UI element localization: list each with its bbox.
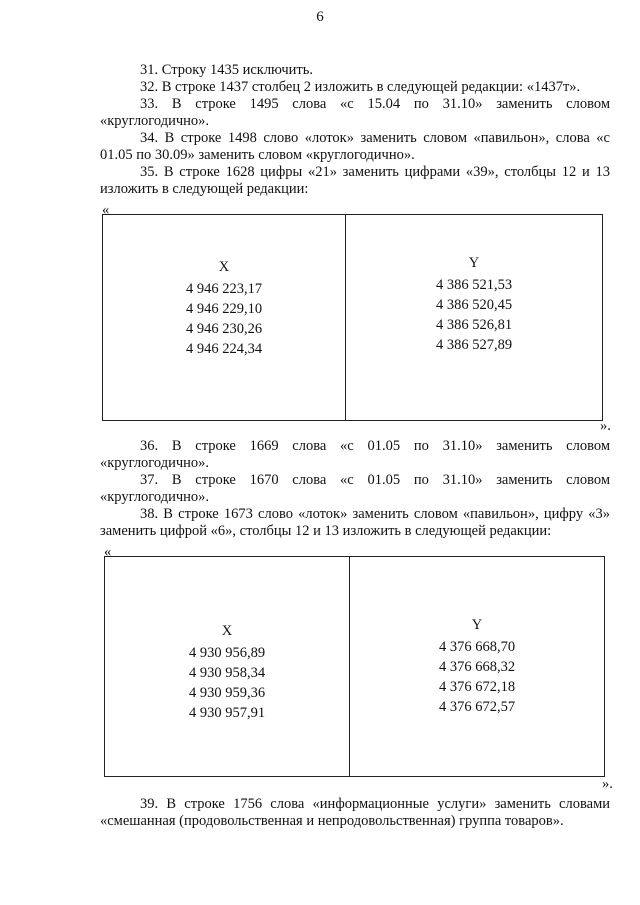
quote-open-2: « bbox=[104, 544, 112, 560]
y-column bbox=[346, 253, 602, 355]
paragraph-37: 37. В строке 1670 слова «с 01.05 по 31.10» заменить словом «круглогодично». bbox=[100, 472, 610, 505]
paragraph-38: 38. В строке 1673 слово «лоток» заменить словом «павильон», цифру «3» заменить цифрой «6», столбцы 12 и 13 изложить в следующей редакции: bbox=[100, 506, 610, 539]
x-value: 4 946 229,10 bbox=[185, 301, 263, 317]
page-number: 6 bbox=[316, 9, 324, 25]
y-value: 4 376 668,32 bbox=[438, 659, 516, 675]
paragraph-34: 34. В строке 1498 слово «лоток» заменить словом «павильон», слова «с 01.05 по 30.09» заменить словом «круглогодично». bbox=[100, 130, 610, 163]
paragraph-31: 31. Строку 1435 исключить. bbox=[140, 62, 313, 78]
quote-close-1: ». bbox=[600, 418, 611, 434]
x-value: 4 946 230,26 bbox=[185, 321, 263, 337]
y-value: 4 386 521,53 bbox=[435, 277, 513, 293]
y-column bbox=[350, 615, 604, 717]
y-value: 4 376 668,70 bbox=[438, 639, 516, 655]
y-value: 4 386 520,45 bbox=[435, 297, 513, 313]
paragraph-35: 35. В строке 1628 цифры «21» заменить цифрами «39», столбцы 12 и 13 изложить в следующей редакции: bbox=[100, 164, 610, 197]
y-header: Y bbox=[471, 617, 483, 633]
x-column bbox=[103, 257, 345, 359]
y-value: 4 386 526,81 bbox=[435, 317, 513, 333]
paragraph-33: 33. В строке 1495 слова «с 15.04 по 31.10» заменить словом «круглогодично». bbox=[100, 96, 610, 129]
y-header: Y bbox=[468, 255, 480, 271]
paragraph-39: 39. В строке 1756 слова «информационные услуги» заменить словами «смешанная (продовольственная и непродовольственная) группа товаров». bbox=[100, 796, 610, 829]
paragraph-36: 36. В строке 1669 слова «с 01.05 по 31.10» заменить словом «круглогодично». bbox=[100, 438, 610, 471]
y-value: 4 376 672,18 bbox=[438, 679, 516, 695]
y-value: 4 376 672,57 bbox=[438, 699, 516, 715]
x-value: 4 930 956,89 bbox=[188, 645, 266, 661]
coordinates-table-2 bbox=[104, 556, 605, 777]
quote-open-1: « bbox=[102, 202, 110, 218]
x-value: 4 930 958,34 bbox=[188, 665, 266, 681]
x-value: 4 930 957,91 bbox=[188, 705, 266, 721]
x-header: X bbox=[218, 259, 230, 275]
paragraph-32: 32. В строке 1437 столбец 2 изложить в следующей редакции: «1437т». bbox=[140, 79, 581, 95]
x-value: 4 930 959,36 bbox=[188, 685, 266, 701]
x-header: X bbox=[221, 623, 233, 639]
y-value: 4 386 527,89 bbox=[435, 337, 513, 353]
coordinates-table-1 bbox=[102, 214, 603, 421]
x-column bbox=[105, 621, 349, 723]
x-value: 4 946 224,34 bbox=[185, 341, 263, 357]
quote-close-2: ». bbox=[602, 776, 613, 792]
x-value: 4 946 223,17 bbox=[185, 281, 263, 297]
